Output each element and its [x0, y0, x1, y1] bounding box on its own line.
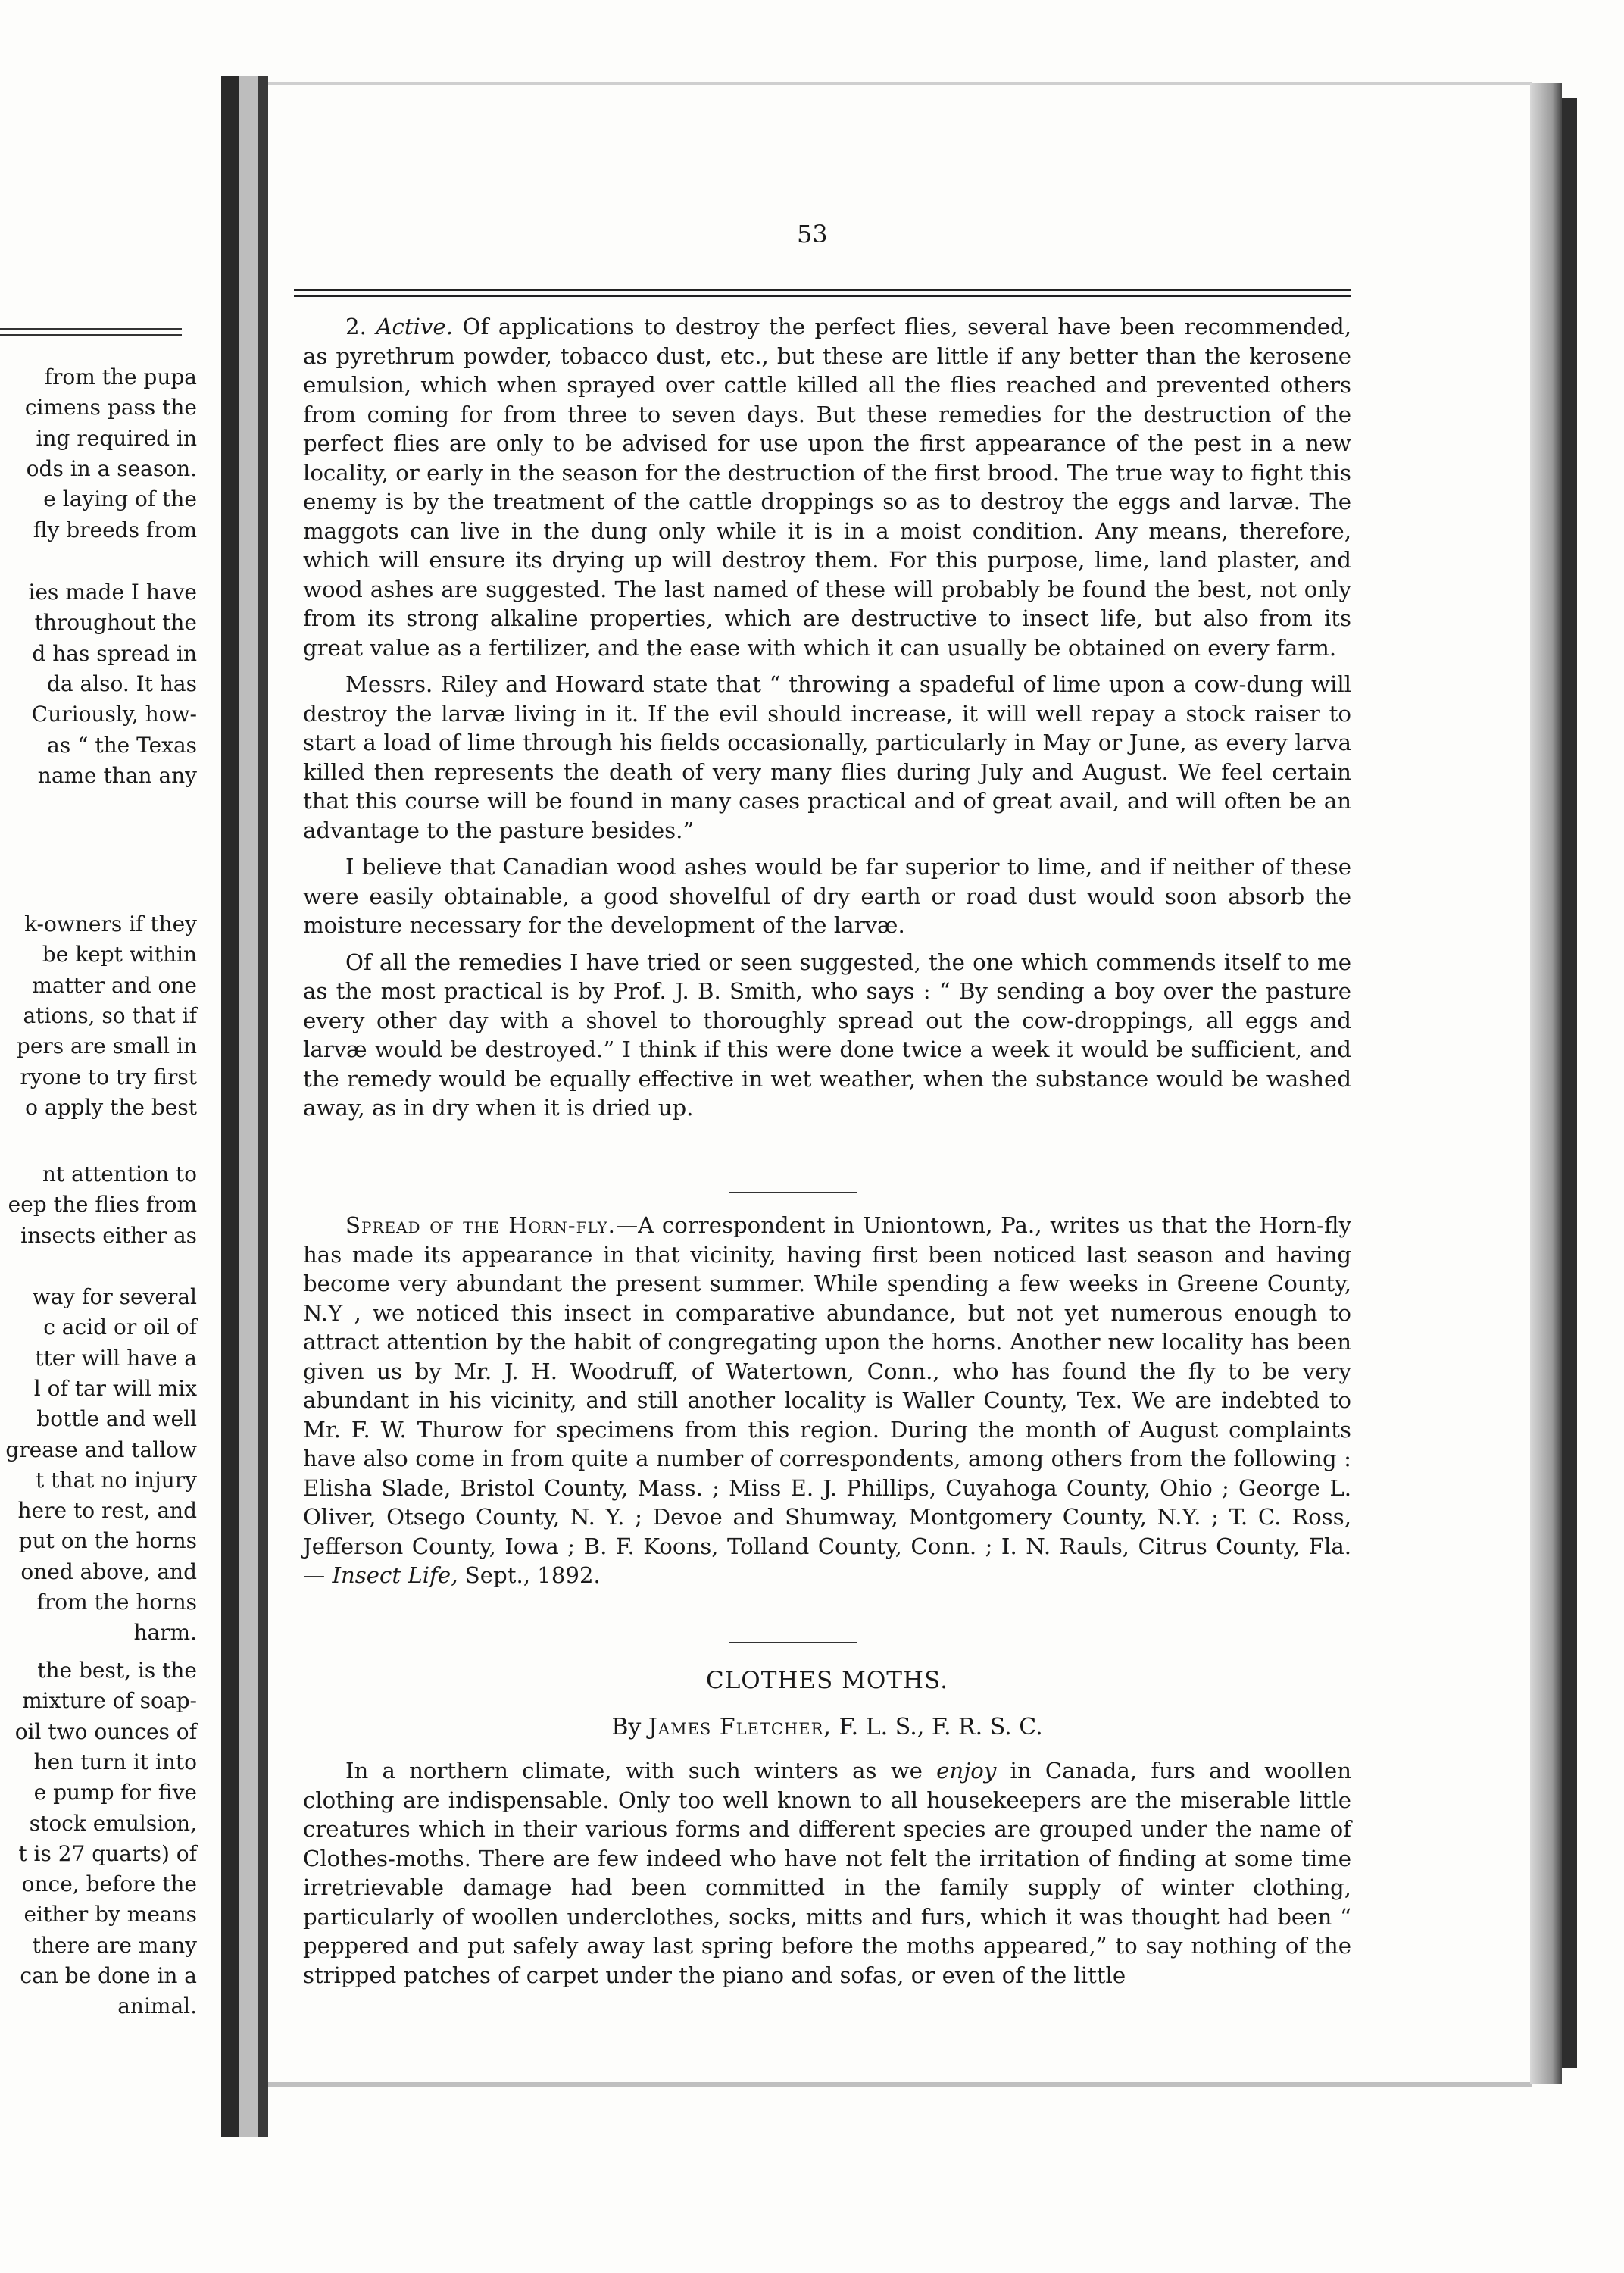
left-page-text-line: as “ the Texas: [47, 732, 197, 758]
left-page-text-line: nt attention to: [42, 1162, 197, 1187]
left-page-fragment: [0, 0, 220, 2273]
left-page-text-line: eep the flies from: [8, 1192, 197, 1218]
active-paragraph: [303, 312, 1351, 662]
author-credentials: F. L. S., F. R. S. C.: [839, 1714, 1043, 1740]
left-page-text-line: throughout the: [34, 610, 197, 636]
header-rule-bottom: [294, 295, 1351, 297]
page-top-edge: [268, 82, 1532, 85]
left-page-text-line: animal.: [117, 1993, 197, 2019]
spread-paragraph: [303, 1211, 1351, 1590]
header-rule-top: [294, 289, 1351, 291]
page-bottom-edge: [268, 2082, 1532, 2087]
left-page-text-line: ing required in: [36, 425, 197, 451]
author-name: James Fletcher,: [648, 1714, 832, 1740]
page-gutter-edge: [258, 76, 268, 2137]
left-page-rule: [0, 334, 182, 336]
left-page-text-line: insects either as: [20, 1222, 197, 1248]
left-page-text-line: fly breeds from: [33, 517, 197, 542]
left-page-text-line: way for several: [32, 1284, 197, 1309]
section-divider: [729, 1642, 857, 1643]
left-page-text-line: ies made I have: [28, 580, 197, 605]
section-divider: [729, 1192, 857, 1193]
left-page-text-line: can be done in a: [20, 1963, 197, 1988]
left-page-text-line: pers are small in: [16, 1033, 197, 1059]
intro-text-continued: in Canada, furs and woollen clothing are indispensable. Only too well known to all housekeepers are the miserable little creatures which in their various forms and different species are grouped under the name of Clothes-moths. There are few indeed who have not felt the irritation of finding at some time irretrievable damage had been committed in the family supply of winter clothing, particularly of woollen underclothes, socks, mitts and furs, which it was thought had been “ peppered and put safely away last spring before the moths appeared,” to say nothing of the stripped patches of carpet under the piano and sofas, or even of the little: [303, 1758, 1351, 1988]
left-page-text-line: once, before the: [21, 1871, 197, 1897]
left-page-text-line: ryone to try first: [20, 1064, 197, 1090]
left-page-text-line: matter and one: [32, 972, 197, 998]
italic-word: enjoy: [936, 1758, 997, 1784]
left-page-text-line: cimens pass the: [24, 395, 197, 421]
spread-text: —A correspondent in Uniontown, Pa., writes us that the Horn-fly has made its appearance in that vicinity, having first been noticed last season and having become very abundant the present summer. While spending a few weeks in Greene County, N.Y , we noticed this insect in comparative abundance, but not yet numerous enough to attract attention by the habit of congregating upon the horns. Another new locality has been given us by Mr. J. H. Woodruff, of Watertown, Conn., who has found the fly to be very abundant in his vicinity, and still another locality is Waller County, Tex. We are indebted to Mr. F. W. Thurow for specimens from this region. During the month of August complaints have also come in from quite a number of correspondents, among others from the following : Elisha Slade, Bristol County, Mass. ; Miss E. J. Phillips, Cuyahoga County, Ohio ; George L. Oliver, Otsego County, N. Y. ; Devoe and Shumway, Montgomery County, N.Y. ; T. C. Ross, Jefferson County, Iowa ; B. F. Koons, Tolland County, Conn. ; I. N. Rauls, Citrus County, Fla. —: [303, 1212, 1351, 1588]
left-page-text-line: grease and tallow: [5, 1437, 197, 1462]
left-page-text-line: Curiously, how-: [31, 702, 197, 727]
left-page-text-line: l of tar will mix: [33, 1375, 197, 1401]
left-page-text-line: here to rest, and: [17, 1498, 197, 1524]
left-page-rule: [0, 328, 182, 330]
wood-ashes-paragraph: I believe that Canadian wood ashes would be far superior to lime, and if neither of these were easily obtainable, a good shovelful of dry earth or road dust would soon absorb the moisture necessary for the development of the larvæ.: [303, 854, 1351, 938]
left-page-text-line: k-owners if they: [24, 911, 197, 936]
left-page-text-line: da also. It has: [46, 671, 197, 696]
left-page-text-line: d has spread in: [32, 640, 197, 666]
horn-fly-remedies-body: [303, 312, 1351, 1130]
spread-horn-fly-section: [303, 1211, 1351, 1598]
gutter-shadow: [239, 76, 258, 2137]
left-page-text-line: mixture of soap-: [22, 1688, 197, 1714]
clothes-moths-paragraph: [303, 1756, 1351, 1990]
left-page-text-line: either by means: [23, 1902, 197, 1928]
left-page-text-line: o apply the best: [25, 1094, 197, 1120]
left-page-text-line: e pump for five: [33, 1780, 197, 1806]
left-page-text-line: tter will have a: [35, 1345, 197, 1371]
source-date: Sept., 1892.: [464, 1562, 601, 1588]
section-number: 2.: [345, 314, 367, 339]
spread-heading: Spread of the Horn-fly.: [345, 1212, 616, 1238]
byline-prefix: By: [611, 1714, 648, 1740]
left-page-text-line: put on the horns: [18, 1528, 197, 1554]
left-page-text-line: hen turn it into: [33, 1749, 197, 1774]
left-page-text-line: the best, is the: [37, 1658, 197, 1683]
left-page-text-line: oil two ounces of: [14, 1718, 197, 1744]
left-page-text-line: ations, so that if: [23, 1002, 197, 1028]
page-stack-edge: [1530, 83, 1562, 2084]
left-page-text-line: t is 27 quarts) of: [18, 1840, 197, 1866]
left-page-text-line: t that no injury: [36, 1467, 197, 1493]
left-page-text-line: bottle and well: [36, 1406, 197, 1432]
left-page-text-line: ods in a season.: [26, 455, 197, 481]
left-page-text-line: there are many: [32, 1932, 197, 1958]
left-page-text-line: oned above, and: [20, 1559, 197, 1584]
left-page-text-line: harm.: [133, 1620, 197, 1646]
active-text: Of applications to destroy the perfect flies, several have been recommended, as pyrethrum powder, tobacco dust, etc., but these are little if any better than the kerosene emulsion, which when sprayed over cattle killed all the flies reached and prevented others from coming for from three to seven days. But these remedies for the destruction of the perfect flies are only to be advised for use upon the first appearance of the pest in a new locality, or early in the season for the destruction of the first brood. The true way to fight this enemy is by the treatment of the cattle droppings so as to destroy the eggs and larvæ. The maggots can live in the dung only while it is in a moist condition. Any means, therefore, which will ensure its drying up will destroy them. For this purpose, lime, land plaster, and wood ashes are suggested. The last named of these will probably be found the best, not only from its strong alkaline properties, which are destructive to insect life, but also from its great value as a fertilizer, and the ease with which it can usually be obtained on every farm.: [303, 314, 1351, 661]
left-page-text-line: stock emulsion,: [29, 1810, 197, 1836]
clothes-moths-title: CLOTHES MOTHS.: [705, 1667, 948, 1694]
left-page-text-line: name than any: [37, 762, 197, 788]
intro-text: In a northern climate, with such winters as we: [345, 1758, 937, 1784]
riley-howard-paragraph: Messrs. Riley and Howard state that “ throwing a spadeful of lime upon a cow-dung will destroy the larvæ living in it. If the evil should increase, it will well repay a stock raiser to start a load of lime through his fields occasionally, particularly in May or June, as every larva killed then represents the death of very many flies during July and August. We feel certain that this course will be found in many cases practical and of great avail, and will often be an advantage to the pasture besides.”: [303, 671, 1351, 843]
left-page-text-line: c acid or oil of: [43, 1315, 197, 1340]
page-stack-shadow: [1562, 98, 1577, 2068]
page-number: 53: [797, 220, 828, 249]
left-page-text-line: from the pupa: [44, 364, 197, 389]
article-byline: [303, 1714, 1351, 1740]
left-page-text-line: from the horns: [36, 1590, 197, 1615]
left-page-text-line: e laying of the: [43, 486, 197, 512]
left-page-text-line: be kept within: [42, 942, 197, 968]
clothes-moths-body: [303, 1756, 1351, 1997]
source-title: Insect Life,: [332, 1562, 458, 1588]
remedies-paragraph: Of all the remedies I have tried or seen suggested, the one which commends itself to me as the most practical is by Prof. J. B. Smith, who says : “ By sending a boy over the pasture every other day with a shovel to thoroughly spread out the cow-droppings, all eggs and larvæ would be destroyed.” I think if this were done twice a week it would be sufficient, and the remedy would be equally effective in wet weather, when the substance would be washed away, as in dry when it is dried up.: [303, 949, 1351, 1121]
book-spine: [221, 76, 239, 2137]
section-label: Active.: [376, 314, 453, 339]
